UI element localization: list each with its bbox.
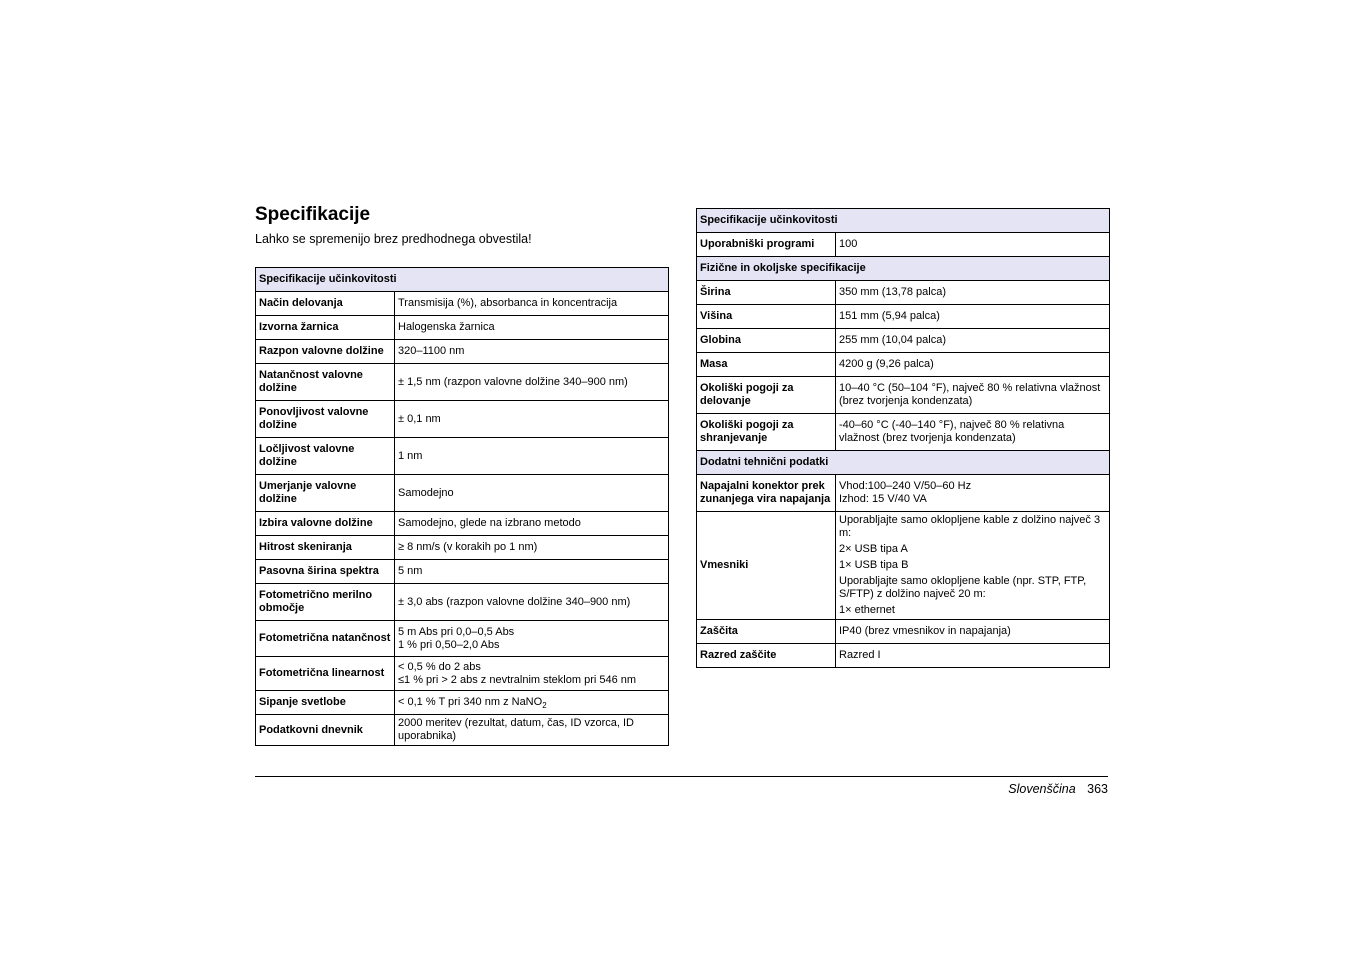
spec-name: Hitrost skeniranja bbox=[256, 536, 395, 560]
spec-name: Razred zaščite bbox=[697, 644, 836, 668]
spec-value bbox=[395, 401, 669, 438]
table-row bbox=[256, 657, 669, 691]
table-row bbox=[256, 340, 669, 364]
spec-value bbox=[395, 316, 669, 340]
spec-value bbox=[395, 340, 669, 364]
spec-value: 10–40 °C (50–104 °F), največ 80 % relativna vlažnost (brez tvorjenja kondenzata) bbox=[836, 377, 1110, 414]
spec-value: Razred I bbox=[836, 644, 1110, 668]
spec-value-line: Uporabljajte samo oklopljene kable z dolžino največ 3 m: bbox=[839, 514, 1101, 539]
spec-value bbox=[395, 560, 669, 584]
spec-name: Okoliški pogoji za shranjevanje bbox=[697, 414, 836, 451]
table-row bbox=[256, 584, 669, 621]
spec-value-line: 2000 meritev (rezultat, datum, čas, ID vzorca, ID uporabnika) bbox=[398, 717, 634, 742]
spec-value-line: Samodejno, glede na izbrano metodo bbox=[398, 517, 581, 529]
spec-name: Višina bbox=[697, 305, 836, 329]
spec-value: 255 mm (10,04 palca) bbox=[836, 329, 1110, 353]
spec-name: Podatkovni dnevnik bbox=[256, 715, 395, 746]
spec-name: Globina bbox=[697, 329, 836, 353]
spec-value bbox=[395, 512, 669, 536]
spec-value-line: Samodejno bbox=[398, 486, 454, 499]
table-row bbox=[697, 305, 1110, 329]
page-subtitle: Lahko se spremenijo brez predhodnega obvestila! bbox=[255, 232, 532, 246]
spec-name: Umerjanje valovne dolžine bbox=[256, 475, 395, 512]
spec-name: Izbira valovne dolžine bbox=[256, 512, 395, 536]
spec-value-line: 1× ethernet bbox=[839, 604, 895, 616]
spec-value bbox=[395, 292, 669, 316]
spec-value: 4200 g (9,26 palca) bbox=[836, 353, 1110, 377]
table-row bbox=[256, 715, 669, 746]
spec-value-line bbox=[398, 696, 665, 709]
spec-name: Izvorna žarnica bbox=[256, 316, 395, 340]
spec-value bbox=[395, 584, 669, 621]
table-row bbox=[697, 512, 1110, 620]
spec-value: 100 bbox=[836, 233, 1110, 257]
spec-value bbox=[395, 715, 669, 746]
table-row bbox=[256, 512, 669, 536]
table-row bbox=[697, 233, 1110, 257]
spec-name: Zaščita bbox=[697, 620, 836, 644]
spec-name: Vmesniki bbox=[697, 512, 836, 620]
page-title: Specifikacije bbox=[255, 204, 371, 225]
table-row bbox=[697, 329, 1110, 353]
spec-value-line: < 0,5 % do 2 abs bbox=[398, 660, 481, 673]
spec-value-line: ± 0,1 nm bbox=[398, 412, 441, 425]
spec-value-line: 1 nm bbox=[398, 449, 423, 462]
physical-spec-table bbox=[696, 208, 1110, 668]
spec-value-line: 5 nm bbox=[398, 565, 423, 577]
footer-divider bbox=[255, 776, 1108, 777]
spec-value-line: 5 m Abs pri 0,0–0,5 Abs bbox=[398, 625, 515, 638]
spec-value: IP40 (brez vmesnikov in napajanja) bbox=[836, 620, 1110, 644]
table-row bbox=[697, 475, 1110, 512]
table-section-header: Fizične in okoljske specifikacije bbox=[697, 257, 1110, 281]
spec-value-line: ± 1,5 nm (razpon valovne dolžine 340–900 nm) bbox=[398, 375, 628, 388]
spec-value bbox=[836, 475, 1110, 512]
table-row bbox=[256, 475, 669, 512]
table-row bbox=[697, 281, 1110, 305]
spec-value-line: 320–1100 nm bbox=[398, 345, 465, 357]
table-row bbox=[256, 536, 669, 560]
spec-name: Natančnost valovne dolžine bbox=[256, 364, 395, 401]
table-row bbox=[697, 644, 1110, 668]
spec-value-line: ≥ 8 nm/s (v korakih po 1 nm) bbox=[398, 541, 538, 553]
table-section-header: Specifikacije učinkovitosti bbox=[697, 209, 1110, 233]
spec-value-line: ± 3,0 abs (razpon valovne dolžine 340–900 nm) bbox=[398, 595, 631, 608]
spec-value: 151 mm (5,94 palca) bbox=[836, 305, 1110, 329]
table-row bbox=[256, 364, 669, 401]
spec-value bbox=[395, 364, 669, 401]
spec-name: Fotometrično merilno območje bbox=[256, 584, 395, 621]
spec-name: Napajalni konektor prek zunanjega vira napajanja bbox=[697, 475, 836, 512]
spec-name: Način delovanja bbox=[256, 292, 395, 316]
spec-name: Pasovna širina spektra bbox=[256, 560, 395, 584]
spec-name: Razpon valovne dolžine bbox=[256, 340, 395, 364]
spec-value-line: Vhod:100–240 V/50–60 Hz bbox=[839, 480, 972, 492]
spec-value-line: Halogenska žarnica bbox=[398, 321, 495, 333]
spec-value: -40–60 °C (-40–140 °F), največ 80 % relativna vlažnost (brez tvorjenja kondenzata) bbox=[836, 414, 1110, 451]
spec-value-line: 1 % pri 0,50–2,0 Abs bbox=[398, 638, 500, 651]
table-row bbox=[697, 377, 1110, 414]
spec-name: Sipanje svetlobe bbox=[256, 691, 395, 715]
table-row bbox=[256, 621, 669, 657]
table-row bbox=[697, 620, 1110, 644]
spec-value-line: 2× USB tipa A bbox=[839, 543, 908, 555]
spec-value bbox=[395, 621, 669, 657]
spec-name: Uporabniški programi bbox=[697, 233, 836, 257]
table-row bbox=[256, 691, 669, 715]
page-number: 363 bbox=[1087, 782, 1108, 796]
spec-name: Fotometrična natančnost bbox=[256, 621, 395, 657]
table-row bbox=[256, 316, 669, 340]
spec-value bbox=[836, 512, 1110, 620]
spec-value bbox=[395, 438, 669, 475]
spec-name: Okoliški pogoji za delovanje bbox=[697, 377, 836, 414]
spec-name: Fotometrična linearnost bbox=[256, 657, 395, 691]
spec-value-line: Uporabljajte samo oklopljene kable (npr. STP, FTP, S/FTP) z dolžino največ 20 m: bbox=[839, 575, 1087, 600]
table-row bbox=[256, 401, 669, 438]
spec-value bbox=[395, 536, 669, 560]
table-section-header: Dodatni tehnični podatki bbox=[697, 451, 1110, 475]
table-section-header: Specifikacije učinkovitosti bbox=[256, 268, 669, 292]
table-row bbox=[256, 560, 669, 584]
spec-value bbox=[395, 475, 669, 512]
spec-value bbox=[395, 657, 669, 691]
spec-name: Masa bbox=[697, 353, 836, 377]
table-row bbox=[256, 438, 669, 475]
spec-value bbox=[395, 691, 669, 715]
subscript: 2 bbox=[542, 701, 547, 710]
spec-name: Ponovljivost valovne dolžine bbox=[256, 401, 395, 438]
spec-value-line: 1× USB tipa B bbox=[839, 559, 909, 571]
spec-value-line: Transmisija (%), absorbanca in koncentracija bbox=[398, 297, 618, 309]
table-row bbox=[697, 414, 1110, 451]
performance-spec-table bbox=[255, 267, 669, 746]
spec-value-line: Izhod: 15 V/40 VA bbox=[839, 493, 927, 505]
table-row bbox=[697, 353, 1110, 377]
spec-value-line: ≤1 % pri > 2 abs z nevtralnim steklom pri 546 nm bbox=[398, 673, 637, 686]
spec-name: Ločljivost valovne dolžine bbox=[256, 438, 395, 475]
footer-language: Slovenščina bbox=[1008, 782, 1076, 796]
table-row bbox=[256, 292, 669, 316]
spec-name: Širina bbox=[697, 281, 836, 305]
page-footer bbox=[1008, 782, 1108, 796]
spec-value: 350 mm (13,78 palca) bbox=[836, 281, 1110, 305]
spec-value-line: < 0,1 % T pri 340 nm z NaNO bbox=[398, 696, 543, 708]
